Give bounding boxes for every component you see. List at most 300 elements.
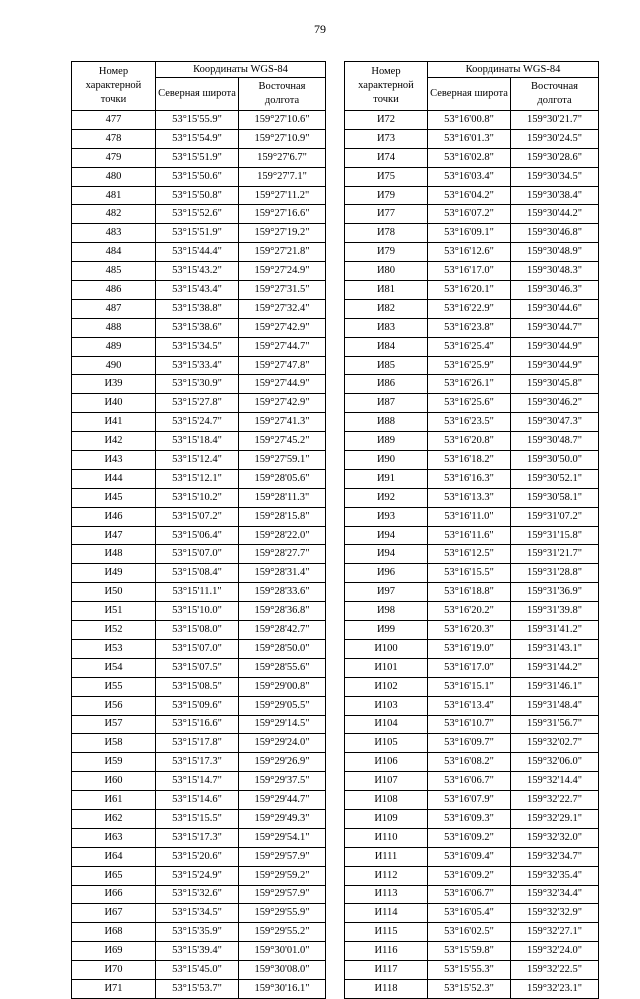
- table-row: [72, 885, 326, 904]
- latitude-cell: 53°15'24.7": [156, 413, 239, 432]
- table-row: [345, 658, 599, 677]
- longitude-cell: 159°27'11.2": [239, 186, 326, 205]
- latitude-cell: 53°16'13.3": [428, 488, 511, 507]
- point-id-cell: И49: [72, 564, 156, 583]
- longitude-cell: 159°30'44.7": [511, 318, 599, 337]
- point-id-cell: 481: [72, 186, 156, 205]
- longitude-cell: 159°32'06.0": [511, 753, 599, 772]
- point-id-cell: И91: [345, 469, 428, 488]
- table-row: [345, 715, 599, 734]
- latitude-cell: 53°15'07.0": [156, 639, 239, 658]
- longitude-cell: 159°30'58.1": [511, 488, 599, 507]
- latitude-cell: 53°16'20.2": [428, 602, 511, 621]
- latitude-cell: 53°15'50.6": [156, 167, 239, 186]
- latitude-cell: 53°16'25.6": [428, 394, 511, 413]
- longitude-cell: 159°32'34.4": [511, 885, 599, 904]
- latitude-cell: 53°15'15.5": [156, 809, 239, 828]
- latitude-cell: 53°15'17.8": [156, 734, 239, 753]
- point-id-cell: И73: [345, 129, 428, 148]
- table-row: [72, 281, 326, 300]
- latitude-cell: 53°15'35.9": [156, 923, 239, 942]
- latitude-cell: 53°15'10.0": [156, 602, 239, 621]
- table-row: [72, 375, 326, 394]
- table-row: [345, 677, 599, 696]
- point-id-cell: 489: [72, 337, 156, 356]
- latitude-cell: 53°15'07.0": [156, 545, 239, 564]
- point-id-cell: И118: [345, 979, 428, 998]
- table-body-left: [72, 111, 326, 999]
- latitude-cell: 53°15'30.9": [156, 375, 239, 394]
- latitude-cell: 53°15'53.7": [156, 979, 239, 998]
- latitude-cell: 53°15'54.9": [156, 129, 239, 148]
- latitude-cell: 53°16'25.9": [428, 356, 511, 375]
- point-id-cell: И40: [72, 394, 156, 413]
- latitude-cell: 53°16'23.5": [428, 413, 511, 432]
- table-row: [345, 791, 599, 810]
- longitude-cell: 159°32'29.1": [511, 809, 599, 828]
- latitude-cell: 53°16'18.8": [428, 583, 511, 602]
- table-row: [345, 639, 599, 658]
- point-id-cell: И97: [345, 583, 428, 602]
- latitude-cell: 53°16'17.0": [428, 658, 511, 677]
- longitude-cell: 159°27'59.1": [239, 451, 326, 470]
- point-id-cell: И106: [345, 753, 428, 772]
- table-row: [345, 375, 599, 394]
- longitude-cell: 159°29'26.9": [239, 753, 326, 772]
- table-row: [345, 564, 599, 583]
- point-id-cell: 478: [72, 129, 156, 148]
- longitude-cell: 159°30'28.6": [511, 148, 599, 167]
- longitude-cell: 159°28'11.3": [239, 488, 326, 507]
- point-id-cell: 488: [72, 318, 156, 337]
- latitude-cell: 53°16'01.3": [428, 129, 511, 148]
- latitude-cell: 53°16'11.0": [428, 507, 511, 526]
- header-point: Номер характерной точки: [345, 62, 428, 111]
- table-row: [72, 243, 326, 262]
- table-row: [72, 526, 326, 545]
- table-row: [72, 451, 326, 470]
- point-id-cell: И63: [72, 828, 156, 847]
- point-id-cell: И72: [345, 111, 428, 130]
- point-id-cell: И96: [345, 564, 428, 583]
- latitude-cell: 53°15'14.7": [156, 772, 239, 791]
- longitude-cell: 159°29'55.2": [239, 923, 326, 942]
- latitude-cell: 53°16'13.4": [428, 696, 511, 715]
- point-id-cell: И74: [345, 148, 428, 167]
- table-row: [72, 413, 326, 432]
- point-id-cell: И44: [72, 469, 156, 488]
- latitude-cell: 53°15'20.6": [156, 847, 239, 866]
- latitude-cell: 53°15'11.1": [156, 583, 239, 602]
- table-row: [345, 545, 599, 564]
- longitude-cell: 159°31'39.8": [511, 602, 599, 621]
- table-row: [72, 791, 326, 810]
- table-row: [345, 904, 599, 923]
- point-id-cell: 479: [72, 148, 156, 167]
- table-row: [72, 866, 326, 885]
- table-row: [345, 866, 599, 885]
- latitude-cell: 53°16'09.7": [428, 734, 511, 753]
- longitude-cell: 159°28'22.0": [239, 526, 326, 545]
- longitude-cell: 159°30'46.3": [511, 281, 599, 300]
- latitude-cell: 53°16'04.2": [428, 186, 511, 205]
- point-id-cell: И99: [345, 621, 428, 640]
- latitude-cell: 53°16'09.2": [428, 866, 511, 885]
- latitude-cell: 53°15'51.9": [156, 148, 239, 167]
- latitude-cell: 53°16'19.0": [428, 639, 511, 658]
- longitude-cell: 159°30'44.2": [511, 205, 599, 224]
- point-id-cell: И92: [345, 488, 428, 507]
- longitude-cell: 159°27'41.3": [239, 413, 326, 432]
- latitude-cell: 53°15'38.8": [156, 299, 239, 318]
- table-row: [72, 961, 326, 980]
- longitude-cell: 159°32'35.4": [511, 866, 599, 885]
- longitude-cell: 159°30'52.1": [511, 469, 599, 488]
- table-row: [72, 167, 326, 186]
- table-row: [72, 621, 326, 640]
- longitude-cell: 159°27'16.6": [239, 205, 326, 224]
- latitude-cell: 53°16'22.9": [428, 299, 511, 318]
- latitude-cell: 53°15'18.4": [156, 432, 239, 451]
- latitude-cell: 53°16'09.4": [428, 847, 511, 866]
- table-row: [72, 677, 326, 696]
- table-row: [345, 942, 599, 961]
- longitude-cell: 159°29'37.5": [239, 772, 326, 791]
- longitude-cell: 159°32'23.1": [511, 979, 599, 998]
- longitude-cell: 159°27'45.2": [239, 432, 326, 451]
- longitude-cell: 159°28'31.4": [239, 564, 326, 583]
- latitude-cell: 53°15'34.5": [156, 904, 239, 923]
- latitude-cell: 53°16'07.2": [428, 205, 511, 224]
- point-id-cell: И77: [345, 205, 428, 224]
- longitude-cell: 159°30'16.1": [239, 979, 326, 998]
- longitude-cell: 159°29'49.3": [239, 809, 326, 828]
- latitude-cell: 53°15'43.4": [156, 281, 239, 300]
- table-row: [345, 847, 599, 866]
- point-id-cell: И113: [345, 885, 428, 904]
- point-id-cell: И107: [345, 772, 428, 791]
- point-id-cell: 477: [72, 111, 156, 130]
- latitude-cell: 53°16'06.7": [428, 885, 511, 904]
- table-row: [345, 186, 599, 205]
- table-row: [345, 885, 599, 904]
- point-id-cell: И100: [345, 639, 428, 658]
- longitude-cell: 159°28'15.8": [239, 507, 326, 526]
- point-id-cell: И115: [345, 923, 428, 942]
- latitude-cell: 53°15'59.8": [428, 942, 511, 961]
- longitude-cell: 159°30'01.0": [239, 942, 326, 961]
- table-row: [345, 148, 599, 167]
- latitude-cell: 53°15'52.3": [428, 979, 511, 998]
- point-id-cell: И79: [345, 243, 428, 262]
- table-row: [72, 602, 326, 621]
- point-id-cell: И69: [72, 942, 156, 961]
- point-id-cell: И103: [345, 696, 428, 715]
- point-id-cell: И87: [345, 394, 428, 413]
- longitude-cell: 159°30'44.9": [511, 356, 599, 375]
- longitude-cell: 159°27'24.9": [239, 262, 326, 281]
- table-row: [345, 734, 599, 753]
- longitude-cell: 159°32'14.4": [511, 772, 599, 791]
- point-id-cell: И46: [72, 507, 156, 526]
- point-id-cell: И82: [345, 299, 428, 318]
- longitude-cell: 159°29'24.0": [239, 734, 326, 753]
- point-id-cell: И86: [345, 375, 428, 394]
- longitude-cell: 159°31'56.7": [511, 715, 599, 734]
- point-id-cell: 487: [72, 299, 156, 318]
- point-id-cell: И75: [345, 167, 428, 186]
- table-row: [345, 394, 599, 413]
- table-row: [72, 488, 326, 507]
- point-id-cell: И83: [345, 318, 428, 337]
- table-row: [72, 205, 326, 224]
- table-row: [72, 715, 326, 734]
- table-row: [72, 545, 326, 564]
- latitude-cell: 53°15'44.4": [156, 243, 239, 262]
- table-row: [72, 696, 326, 715]
- longitude-cell: 159°28'36.8": [239, 602, 326, 621]
- table-row: [345, 243, 599, 262]
- latitude-cell: 53°15'06.4": [156, 526, 239, 545]
- longitude-cell: 159°28'27.7": [239, 545, 326, 564]
- table-row: [345, 526, 599, 545]
- point-id-cell: И84: [345, 337, 428, 356]
- latitude-cell: 53°15'08.5": [156, 677, 239, 696]
- longitude-cell: 159°31'28.8": [511, 564, 599, 583]
- point-id-cell: 483: [72, 224, 156, 243]
- table-row: [72, 507, 326, 526]
- latitude-cell: 53°15'50.8": [156, 186, 239, 205]
- longitude-cell: 159°30'38.4": [511, 186, 599, 205]
- longitude-cell: 159°30'47.3": [511, 413, 599, 432]
- latitude-cell: 53°16'03.4": [428, 167, 511, 186]
- table-row: [345, 281, 599, 300]
- latitude-cell: 53°16'10.7": [428, 715, 511, 734]
- table-row: [345, 583, 599, 602]
- table-row: [72, 828, 326, 847]
- longitude-cell: 159°29'59.2": [239, 866, 326, 885]
- table-row: [345, 356, 599, 375]
- point-id-cell: И94: [345, 545, 428, 564]
- longitude-cell: 159°30'34.5": [511, 167, 599, 186]
- latitude-cell: 53°16'05.4": [428, 904, 511, 923]
- latitude-cell: 53°15'45.0": [156, 961, 239, 980]
- table-row: [345, 318, 599, 337]
- table-row: [345, 262, 599, 281]
- point-id-cell: И112: [345, 866, 428, 885]
- point-id-cell: И64: [72, 847, 156, 866]
- latitude-cell: 53°16'16.3": [428, 469, 511, 488]
- longitude-cell: 159°30'44.9": [511, 337, 599, 356]
- latitude-cell: 53°16'20.8": [428, 432, 511, 451]
- table-row: [72, 942, 326, 961]
- latitude-cell: 53°15'17.3": [156, 828, 239, 847]
- table-row: [72, 111, 326, 130]
- latitude-cell: 53°16'00.8": [428, 111, 511, 130]
- longitude-cell: 159°29'55.9": [239, 904, 326, 923]
- point-id-cell: И61: [72, 791, 156, 810]
- longitude-cell: 159°28'33.6": [239, 583, 326, 602]
- point-id-cell: И58: [72, 734, 156, 753]
- point-id-cell: И94: [345, 526, 428, 545]
- coordinates-table-left: [71, 61, 326, 999]
- longitude-cell: 159°29'05.5": [239, 696, 326, 715]
- point-id-cell: И54: [72, 658, 156, 677]
- point-id-cell: И57: [72, 715, 156, 734]
- latitude-cell: 53°15'12.1": [156, 469, 239, 488]
- table-row: [72, 394, 326, 413]
- point-id-cell: И53: [72, 639, 156, 658]
- latitude-cell: 53°15'55.3": [428, 961, 511, 980]
- point-id-cell: И81: [345, 281, 428, 300]
- latitude-cell: 53°15'07.5": [156, 658, 239, 677]
- point-id-cell: И66: [72, 885, 156, 904]
- point-id-cell: И70: [72, 961, 156, 980]
- point-id-cell: И41: [72, 413, 156, 432]
- table-row: [72, 904, 326, 923]
- table-row: [345, 469, 599, 488]
- table-row: [345, 413, 599, 432]
- longitude-cell: 159°29'57.9": [239, 847, 326, 866]
- table-row: [345, 432, 599, 451]
- latitude-cell: 53°16'09.3": [428, 809, 511, 828]
- longitude-cell: 159°28'42.7": [239, 621, 326, 640]
- latitude-cell: 53°16'20.1": [428, 281, 511, 300]
- longitude-cell: 159°27'31.5": [239, 281, 326, 300]
- point-id-cell: И56: [72, 696, 156, 715]
- longitude-cell: 159°32'32.9": [511, 904, 599, 923]
- table-row: [72, 847, 326, 866]
- latitude-cell: 53°16'11.6": [428, 526, 511, 545]
- latitude-cell: 53°16'15.5": [428, 564, 511, 583]
- table-row: [345, 621, 599, 640]
- longitude-cell: 159°30'46.8": [511, 224, 599, 243]
- latitude-cell: 53°15'51.9": [156, 224, 239, 243]
- latitude-cell: 53°15'38.6": [156, 318, 239, 337]
- table-row: [345, 299, 599, 318]
- table-row: [72, 658, 326, 677]
- longitude-cell: 159°31'44.2": [511, 658, 599, 677]
- latitude-cell: 53°15'33.4": [156, 356, 239, 375]
- table-row: [72, 186, 326, 205]
- longitude-cell: 159°30'08.0": [239, 961, 326, 980]
- point-id-cell: И89: [345, 432, 428, 451]
- longitude-cell: 159°27'10.6": [239, 111, 326, 130]
- point-id-cell: И68: [72, 923, 156, 942]
- latitude-cell: 53°15'07.2": [156, 507, 239, 526]
- table-row: [72, 734, 326, 753]
- table-row: [72, 564, 326, 583]
- longitude-cell: 159°29'00.8": [239, 677, 326, 696]
- table-row: [345, 809, 599, 828]
- latitude-cell: 53°15'27.8": [156, 394, 239, 413]
- latitude-cell: 53°16'20.3": [428, 621, 511, 640]
- point-id-cell: И102: [345, 677, 428, 696]
- point-id-cell: И47: [72, 526, 156, 545]
- latitude-cell: 53°15'09.6": [156, 696, 239, 715]
- point-id-cell: 482: [72, 205, 156, 224]
- longitude-cell: 159°30'50.0": [511, 451, 599, 470]
- latitude-cell: 53°15'32.6": [156, 885, 239, 904]
- latitude-cell: 53°16'26.1": [428, 375, 511, 394]
- point-id-cell: И79: [345, 186, 428, 205]
- table-row: [72, 299, 326, 318]
- table-row: [345, 337, 599, 356]
- latitude-cell: 53°16'09.1": [428, 224, 511, 243]
- table-row: [345, 111, 599, 130]
- point-id-cell: 490: [72, 356, 156, 375]
- table-row: [72, 772, 326, 791]
- table-row: [345, 602, 599, 621]
- longitude-cell: 159°29'54.1": [239, 828, 326, 847]
- longitude-cell: 159°28'05.6": [239, 469, 326, 488]
- point-id-cell: 480: [72, 167, 156, 186]
- table-row: [72, 432, 326, 451]
- latitude-cell: 53°15'14.6": [156, 791, 239, 810]
- longitude-cell: 159°29'57.9": [239, 885, 326, 904]
- point-id-cell: И104: [345, 715, 428, 734]
- table-row: [345, 696, 599, 715]
- point-id-cell: И65: [72, 866, 156, 885]
- latitude-cell: 53°15'16.6": [156, 715, 239, 734]
- longitude-cell: 159°31'07.2": [511, 507, 599, 526]
- longitude-cell: 159°27'42.9": [239, 394, 326, 413]
- longitude-cell: 159°32'22.7": [511, 791, 599, 810]
- longitude-cell: 159°31'36.9": [511, 583, 599, 602]
- latitude-cell: 53°15'52.6": [156, 205, 239, 224]
- point-id-cell: И105: [345, 734, 428, 753]
- table-row: [345, 961, 599, 980]
- table-row: [72, 262, 326, 281]
- latitude-cell: 53°16'15.1": [428, 677, 511, 696]
- latitude-cell: 53°15'34.5": [156, 337, 239, 356]
- longitude-cell: 159°27'19.2": [239, 224, 326, 243]
- point-id-cell: И80: [345, 262, 428, 281]
- point-id-cell: И114: [345, 904, 428, 923]
- longitude-cell: 159°27'42.9": [239, 318, 326, 337]
- longitude-cell: 159°28'50.0": [239, 639, 326, 658]
- longitude-cell: 159°31'21.7": [511, 545, 599, 564]
- table-row: [72, 583, 326, 602]
- header-lat: Северная широта: [156, 78, 239, 111]
- latitude-cell: 53°15'24.9": [156, 866, 239, 885]
- point-id-cell: И101: [345, 658, 428, 677]
- latitude-cell: 53°15'39.4": [156, 942, 239, 961]
- longitude-cell: 159°31'46.1": [511, 677, 599, 696]
- table-row: [345, 129, 599, 148]
- longitude-cell: 159°32'22.5": [511, 961, 599, 980]
- coordinates-table-right: [344, 61, 599, 999]
- table-row: [345, 167, 599, 186]
- latitude-cell: 53°16'17.0": [428, 262, 511, 281]
- longitude-cell: 159°30'21.7": [511, 111, 599, 130]
- point-id-cell: И62: [72, 809, 156, 828]
- point-id-cell: И71: [72, 979, 156, 998]
- point-id-cell: И60: [72, 772, 156, 791]
- table-row: [72, 639, 326, 658]
- point-id-cell: И55: [72, 677, 156, 696]
- longitude-cell: 159°27'6.7": [239, 148, 326, 167]
- table-row: [72, 809, 326, 828]
- point-id-cell: И51: [72, 602, 156, 621]
- point-id-cell: И78: [345, 224, 428, 243]
- longitude-cell: 159°27'44.9": [239, 375, 326, 394]
- latitude-cell: 53°15'12.4": [156, 451, 239, 470]
- header-lat: Северная широта: [428, 78, 511, 111]
- point-id-cell: И48: [72, 545, 156, 564]
- longitude-cell: 159°31'15.8": [511, 526, 599, 545]
- table-row: [345, 205, 599, 224]
